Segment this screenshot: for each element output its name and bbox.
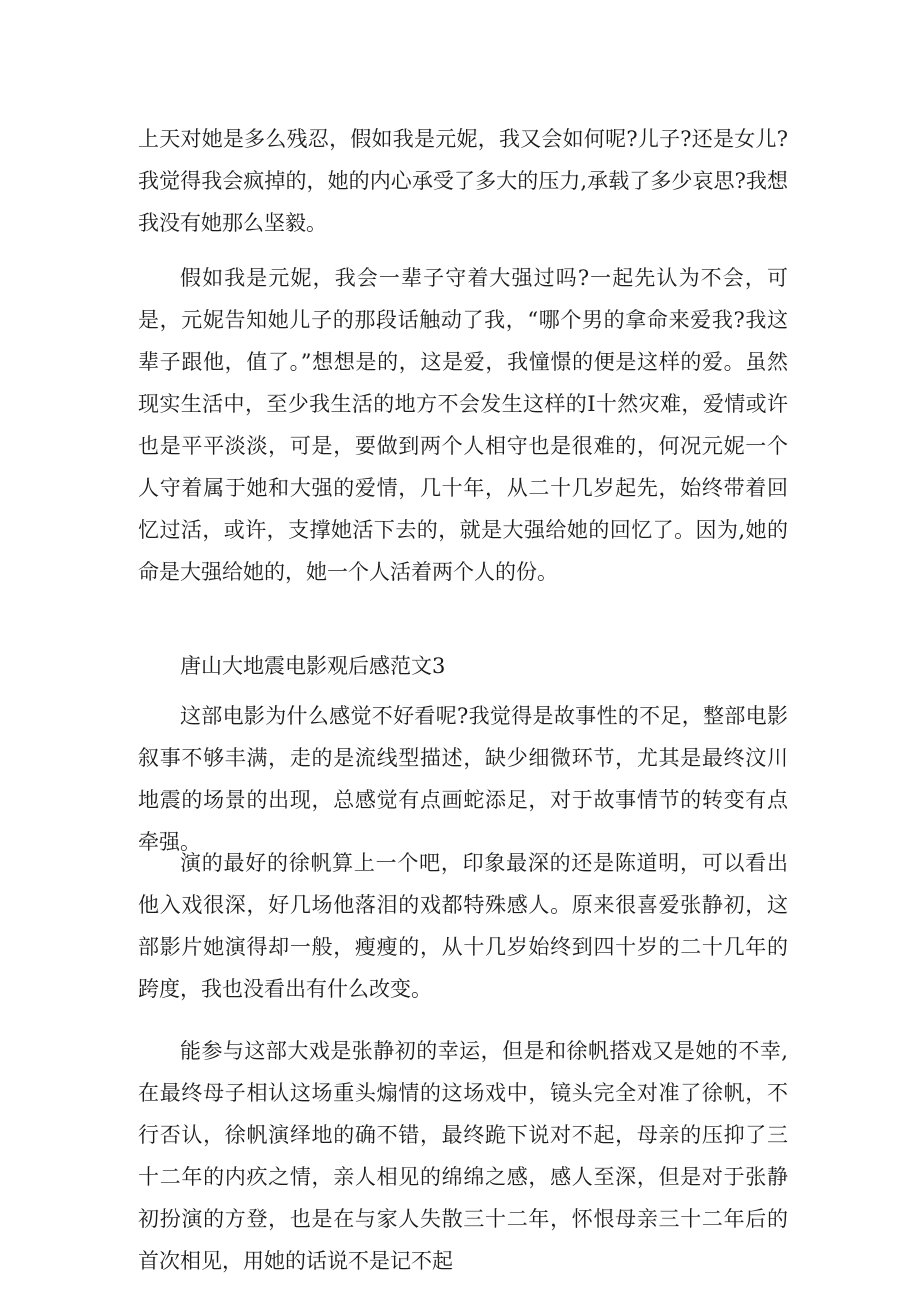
paragraph-4: 演的最好的徐帆算上一个吧，印象最深的还是陈道明，可以看出他入戏很深，好几场他落泪的戏都特殊感人。原来很喜爱张静初，这部影片她演得却一般，瘦瘦的，从十几岁始终到四十岁的二十几年的跨度，我也没看出有什么改变。 <box>138 851 788 1001</box>
paragraph-5: 能参与这部大戏是张静初的幸运，但是和徐帆搭戏又是她的不幸,在最终母子相认这场重头煽情的这场戏中，镜头完全对准了徐帆，不行否认，徐帆演绎地的确不错，最终跪下说对不起，母亲的压抑了三十二年的内疚之情，亲人相见的绵绵之感，感人至深，但是对于张静初扮演的方登，也是在与家人失散三十二年，怀恨母亲三十二年后的首次相见，用她的话说不是记不起 <box>138 1039 788 1273</box>
paragraph-3: 这部电影为什么感觉不好看呢?我觉得是故事性的不足，整部电影叙事不够丰满，走的是流线型描述，缺少细微环节，尤其是最终汶川地震的场景的出现，总感觉有点画蛇添足，对于故事情节的转变有点牵强。 <box>138 704 788 854</box>
paragraph-1: 上天对她是多么残忍，假如我是元妮，我又会如何呢?儿子?还是女儿?我觉得我会疯掉的，她的内心承受了多大的压力,承载了多少哀思?我想我没有她那么坚毅。 <box>138 127 788 235</box>
paragraph-2: 假如我是元妮，我会一辈子守着大强过吗?一起先认为不会，可是，元妮告知她儿子的那段话触动了我，“哪个男的拿命来爱我?我这辈子跟他，值了。”想想是的，这是爱，我憧憬的便是这样的爱。虽然现实生活中，至少我生活的地方不会发生这样的I十然灾难，爱情或许也是平平淡淡，可是，要做到两个人相守也是很难的，何况元妮一个人守着属于她和大强的爱情，几十年，从二十几岁起先，始终带着回忆过活，或许，支撑她活下去的，就是大强给她的回忆了。因为,她的命是大强给她的，她一个人活着两个人的份。 <box>138 266 788 584</box>
section-heading: 唐山大地震电影观后感范文3 <box>180 654 446 678</box>
